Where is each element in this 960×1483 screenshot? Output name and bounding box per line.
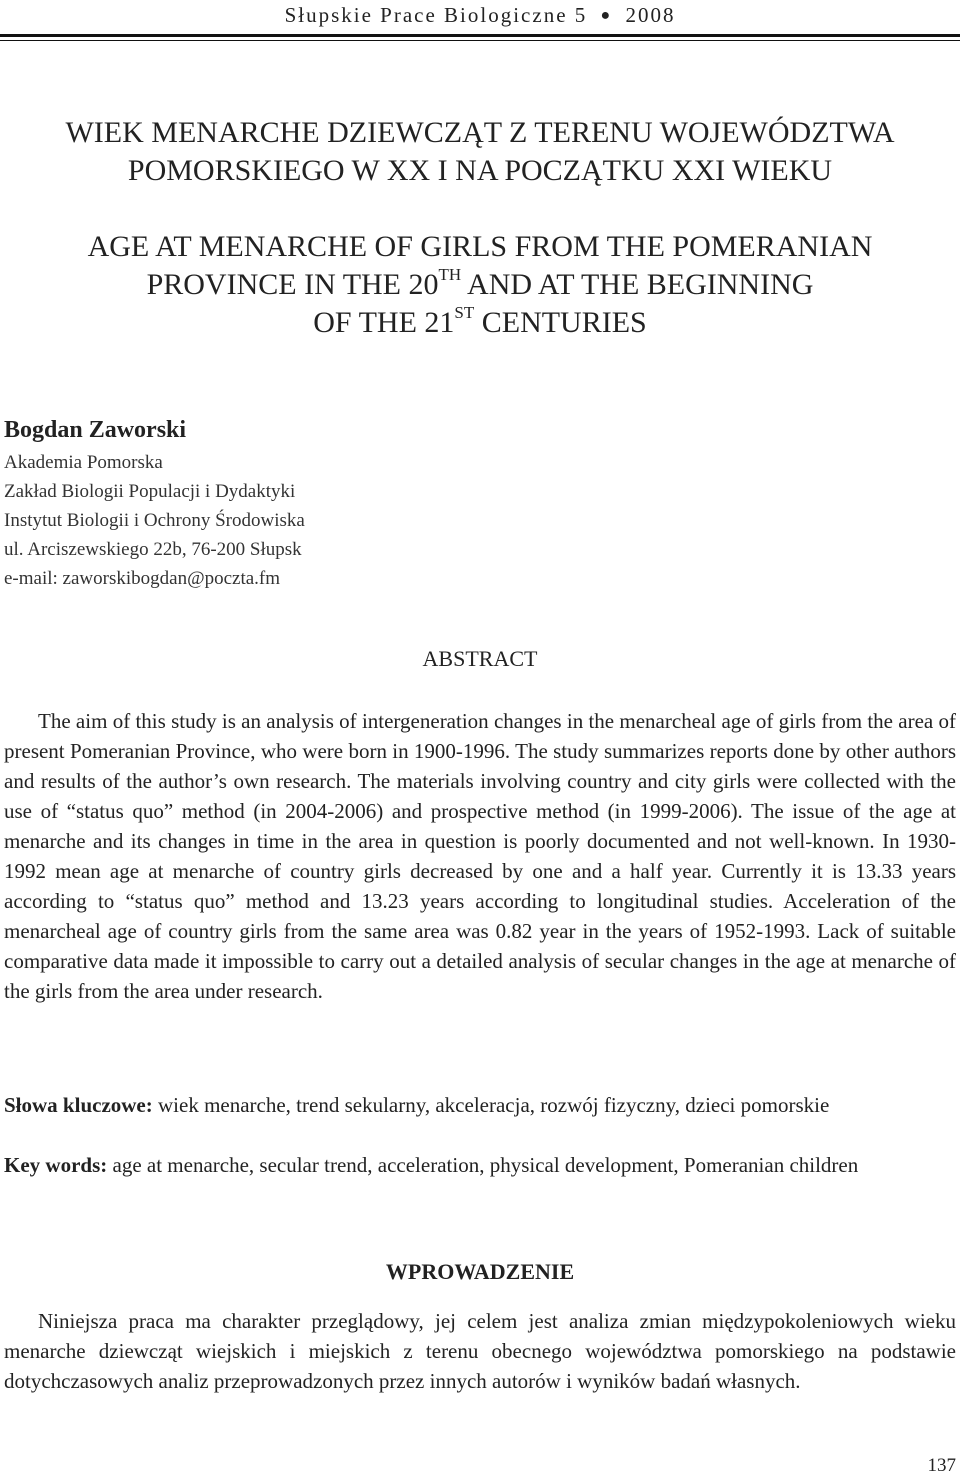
abstract-text: The aim of this study is an analysis of intergeneration changes in the menarcheal age of girls from the area of present Pomeranian Province, who were born in 1900-1996. The study summarizes reports done by other authors and results of the author’s own research. The materials involving country and city girls were collected with the use of “status quo” method (in 2004-2006) and prospective method (in 1999-2006). The issue of the age at menarche and its changes in time in the area in question is poorly documented and not well-known. In 1930-1992 mean age at menarche of country girls decreased by one and a half year. Currently it is 13.33 years according to “status quo” method and 13.23 years according to longitudinal studies. Acceleration of the menarcheal age of country girls from the same area was 0.82 year in the years of 1952-1993. Lack of suitable comparative data made it impossible to carry out a detailed analysis of secular changes in the age at menarche of the girls from the area under research. [4, 709, 956, 1003]
author-affiliation-3: Instytut Biologii i Ochrony Środowiska [4, 510, 305, 531]
title-english-line-3-a: OF THE 21 [313, 306, 455, 339]
author-affiliation-2: Zakład Biologii Populacji i Dydaktyki [4, 481, 296, 502]
title-english-superscript-th: TH [438, 265, 462, 284]
keywords-polish-text: wiek menarche, trend sekularny, akceleracja, rozwój fizyczny, dzieci pomorskie [152, 1093, 830, 1117]
author-name: Bogdan Zaworski [4, 417, 187, 443]
page-number: 137 [927, 1455, 956, 1476]
keywords-english-text: age at menarche, secular trend, acceleration, physical development, Pomeranian children [107, 1153, 859, 1177]
title-english-line-2-b: AND AT THE BEGINNING [461, 268, 814, 301]
header-rule-thin [0, 40, 960, 41]
keywords-english [4, 1150, 956, 1180]
title-polish-line-1: WIEK MENARCHE DZIEWCZĄT Z TERENU WOJEWÓDZTWA [65, 116, 895, 149]
author-affiliation-1: Akademia Pomorska [4, 452, 163, 473]
title-english-line-3 [0, 304, 960, 342]
title-english-line-2-a: PROVINCE IN THE 20 [146, 268, 439, 301]
keywords-english-label: Key words: [4, 1153, 108, 1177]
author-email: e-mail: zaworskibogdan@poczta.fm [4, 568, 281, 589]
introduction-heading: WPROWADZENIE [385, 1259, 575, 1284]
author-address: ul. Arciszewskiego 22b, 76-200 Słupsk [4, 539, 302, 560]
keywords-polish [4, 1090, 956, 1120]
bullet-separator: ● [600, 7, 613, 24]
introduction-text: Niniejsza praca ma charakter przeglądowy, jej celem jest analiza zmian międzypokoleniowych wieku menarche dziewcząt wiejskich i miejskich z terenu obecnego województwa pomorskiego na podstawie dotychczasowych analiz przeprowadzonych przez innych autorów i wyników badań własnych. [4, 1309, 956, 1393]
keywords-polish-label: Słowa kluczowe: [4, 1093, 153, 1117]
title-english-line-2 [0, 266, 960, 304]
author-block [4, 412, 305, 593]
title-english [0, 228, 960, 342]
abstract-heading: ABSTRACT [422, 646, 538, 671]
header-rule-thick [0, 34, 960, 37]
title-polish-line-2: POMORSKIEGO W XX I NA POCZĄTKU XXI WIEKU [127, 154, 833, 187]
journal-year: 2008 [625, 3, 676, 27]
journal-name: Słupskie Prace Biologiczne 5 [284, 3, 588, 27]
title-english-line-1: AGE AT MENARCHE OF GIRLS FROM THE POMERANIAN [87, 230, 873, 263]
title-english-line-3-b: CENTURIES [474, 306, 647, 339]
title-english-superscript-st: ST [454, 303, 475, 322]
title-polish [0, 114, 960, 190]
